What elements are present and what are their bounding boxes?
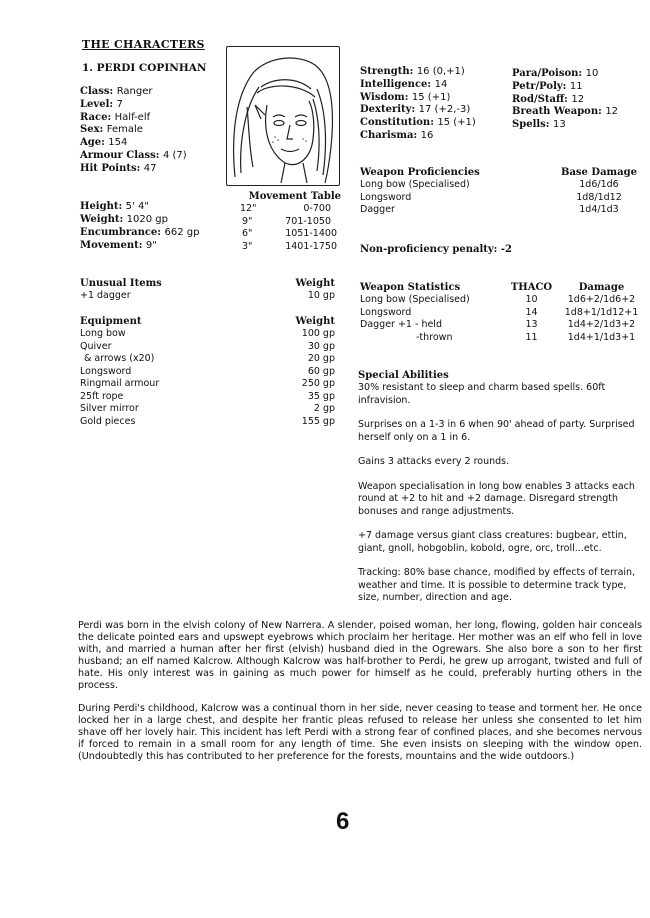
weapon-proficiencies <box>360 166 644 217</box>
movement-row: 3" 1401-1750 <box>242 240 337 252</box>
non-proficiency-penalty: Non-proficiency penalty: -2 <box>360 244 512 255</box>
ability-row: Charisma: 16 <box>360 129 434 141</box>
basic-row: Level: 7 <box>80 98 123 110</box>
ability-row: Constitution: 15 (+1) <box>360 117 476 129</box>
ability-row: Wisdom: 15 (+1) <box>360 91 451 103</box>
movement-table <box>236 190 341 253</box>
physical-row: Height: 5' 4" <box>80 201 149 212</box>
weapon-stat-row: -thrown 11 1d4+1/1d3+1 <box>416 331 636 343</box>
basic-row: Sex: Female <box>80 124 143 136</box>
basic-info-block <box>80 86 187 176</box>
equipment-list <box>80 315 335 428</box>
item-row: Ringmail armour 250 gp <box>80 378 335 389</box>
special-para: Gains 3 attacks every 2 rounds. <box>358 456 510 467</box>
basic-row: Armour Class: 4 (7) <box>80 149 187 161</box>
special-para: Weapon specialisation in long bow enables 3 attacks each round at +2 to hit and +2 damage. Disregard strength bonuses and range adjustments. <box>358 480 635 517</box>
movement-row: 9" 701-1050 <box>242 215 331 227</box>
movement-row: 12" 0-700 <box>240 203 331 214</box>
story-paragraph: Perdi was born in the elvish colony of New Narrera. A slender, poised woman, her long, flowing, golden hair conceals the delicate pointed ears and upswept eyebrows which proclaim her heritage. Her mother was an elf who fell in love with, and married a human after her first (elvish) husband died in the Ogrewars. She also bore a son to her first husband; an elf named Kalcrow. Although Kalcrow was half-brother to Perdi, he grew up arrogant, twisted and full of hate. His only interest was in gaining as much power for himself as he could, preferably hurting others in the process. <box>78 620 642 691</box>
basic-row: Class: Ranger <box>80 86 153 97</box>
item-row: Gold pieces 155 gp <box>80 415 335 427</box>
base-damage-header: Base Damage <box>561 167 637 178</box>
saving-throws <box>512 68 618 132</box>
item-row: +1 dagger 10 gp <box>80 290 335 301</box>
backstory <box>78 620 642 763</box>
save-row: Spells: 13 <box>512 119 566 131</box>
save-row: Para/Poison: 10 <box>512 68 599 79</box>
special-para: Tracking: 80% base chance, modified by effects of terrain, weather and time. It is possible to determine track type, size, number, direction and age. <box>358 567 636 603</box>
basic-row: Age: 154 <box>80 137 128 149</box>
ability-row: Intelligence: 14 <box>360 78 448 90</box>
save-row: Rod/Staff: 12 <box>512 93 585 105</box>
physical-row: Weight: 1020 gp <box>80 214 168 225</box>
weapon-stats-title: Weapon Statistics <box>360 282 461 293</box>
special-para: Surprises on a 1-3 in 6 when 90' ahead of party. Surprised herself only on a 1 in 6. <box>358 419 635 443</box>
physical-row: Movement: 9" <box>80 240 157 251</box>
item-row: Quiver 30 gp <box>80 340 335 352</box>
special-para: 30% resistant to sleep and charm based spells. 60ft infravision. <box>358 382 606 406</box>
proficiency-row: Longsword 1d8/1d12 <box>360 191 622 203</box>
proficiency-row: Long bow (Specialised) 1d6/1d6 <box>360 179 619 190</box>
unusual-items <box>80 277 335 303</box>
weapon-statistics <box>360 281 644 344</box>
unusual-weight-header: Weight <box>295 278 335 289</box>
character-portrait <box>226 46 340 186</box>
save-row: Breath Weapon: 12 <box>512 106 619 118</box>
movement-row: 6" 1051-1400 <box>242 228 337 239</box>
special-abilities <box>358 369 644 605</box>
proficiencies-title: Weapon Proficiencies <box>360 167 480 178</box>
weapon-stat-row: Dagger +1 - held 13 1d4+2/1d3+2 <box>360 319 636 330</box>
page-number: 6 <box>336 808 350 835</box>
proficiency-row: Dagger 1d4/1d3 <box>360 204 619 215</box>
basic-row: Race: Half-elf <box>80 111 151 123</box>
physical-row: Encumbrance: 662 gp <box>80 227 200 238</box>
equipment-weight-header: Weight <box>295 316 335 327</box>
character-name: 1. PERDI COPINHAN <box>82 62 207 74</box>
ability-row: Dexterity: 17 (+2,-3) <box>360 104 471 116</box>
special-para: +7 damage versus giant class creatures: bugbear, ettin, giant, gnoll, hobgoblin, kobold, ogre, orc, troll...etc. <box>358 530 627 554</box>
item-row: Long bow 100 gp <box>80 328 335 339</box>
unusual-items-title: Unusual Items <box>80 278 162 289</box>
story-paragraph: During Perdi's childhood, Kalcrow was a continual thorn in her side, never ceasing to tease and torment her. He once locked her in a large chest, and despite her frantic pleas refused to release her unless she consented to let him shave off her lovely hair. This incident has left Perdi with a strong fear of confined places, and she becomes nervous if forced to remain in a small room for any length of time. She even insists on sleeping with the window open. (Undoubtedly this has contributed to her preference for the forests, mountains and the wide outdoors.) <box>78 703 642 762</box>
weapon-stat-row: Long bow (Specialised) 10 1d6+2/1d6+2 <box>360 294 636 305</box>
thaco-header: THACO <box>510 282 553 293</box>
special-abilities-title: Special Abilities <box>358 370 449 381</box>
item-row: Longsword 60 gp <box>80 365 335 377</box>
portrait-drawing <box>227 47 339 185</box>
weapon-stat-row: Longsword 14 1d8+1/1d12+1 <box>360 306 639 318</box>
physical-block <box>80 200 199 252</box>
movement-table-title: Movement Table <box>248 191 341 202</box>
save-row: Petr/Poly: 11 <box>512 80 583 92</box>
ability-scores <box>360 66 476 143</box>
damage-header: Damage <box>578 282 625 293</box>
item-row: Silver mirror 2 gp <box>80 403 335 414</box>
item-row: & arrows (x20) 20 gp <box>84 353 335 364</box>
basic-row: Hit Points: 47 <box>80 162 157 174</box>
equipment-title: Equipment <box>80 316 142 327</box>
item-row: 25ft rope 35 gp <box>80 390 335 402</box>
ability-row: Strength: 16 (0,+1) <box>360 66 465 77</box>
section-title: THE CHARACTERS <box>82 38 205 51</box>
